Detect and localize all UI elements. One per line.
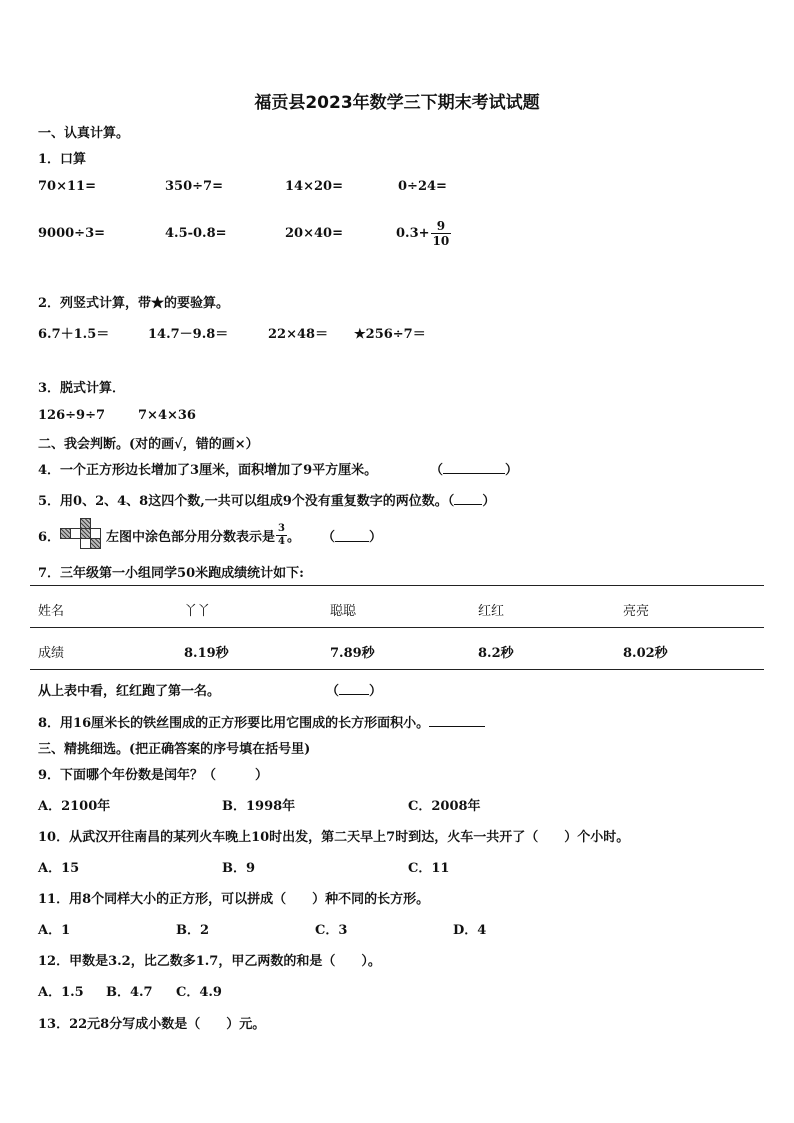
q4-text: 4．一个正方形边长增加了3厘米，面积增加了9平方厘米。	[38, 463, 378, 478]
q7-answer: （ ）	[326, 684, 383, 699]
q13-text: 13．22元8分写成小数是（ ）元。	[38, 1017, 266, 1032]
q3-item: 126÷9÷7	[38, 408, 106, 423]
section-1-heading: 一、认真计算。	[38, 126, 130, 141]
answer-blank[interactable]	[443, 461, 505, 474]
q2-item: ★256÷7＝	[354, 327, 426, 342]
q3-item: 7×4×36	[138, 408, 196, 423]
fraction-denominator: 10	[432, 233, 450, 248]
q1-item: 14×20=	[285, 179, 343, 194]
table-header-cell: 丫丫	[184, 604, 211, 619]
fraction-denominator: 4	[278, 535, 285, 547]
q1-item: 9000÷3=	[38, 226, 106, 241]
q12-text: 12．甲数是3.2，比乙数多1.7，甲乙两数的和是（ ）。	[38, 954, 381, 969]
option: C．4.9	[176, 985, 222, 1000]
option: B．9	[222, 861, 256, 876]
q1-fraction-item	[396, 213, 451, 253]
q1-item: 4.5-0.8=	[165, 226, 227, 241]
q1-item: 70×11=	[38, 179, 96, 194]
q2-item: 14.7－9.8＝	[148, 327, 229, 342]
q1-item-prefix: 0.3+	[396, 225, 430, 241]
section-3-heading: 三、精挑细选。(把正确答案的序号填在括号里)	[38, 742, 311, 757]
q11-text: 11．用8个同样大小的正方形，可以拼成（ ）种不同的长方形。	[38, 892, 430, 907]
q2-item: 6.7＋1.5＝	[38, 327, 110, 342]
q4-answer: （ ）	[430, 463, 519, 478]
section-2-heading: 二、我会判断。(对的画√，错的画×）	[38, 437, 259, 452]
q8-text: 8．用16厘米长的铁丝围成的正方形要比用它围成的长方形面积小。	[38, 712, 485, 731]
shaded-squares-figure	[58, 516, 108, 552]
q2-label: 2．列竖式计算，带★的要验算。	[38, 296, 230, 311]
option: D．4	[453, 923, 487, 938]
q1-item: 20×40=	[285, 226, 343, 241]
q6-prefix: 6．	[38, 530, 61, 545]
q5-text: 5．用0、2、4、8这四个数,一共可以组成9个没有重复数字的两位数。（ ）	[38, 494, 496, 509]
q6-fraction	[276, 524, 287, 547]
answer-blank[interactable]	[429, 714, 485, 727]
q9-text: 9．下面哪个年份数是闰年？（ ）	[38, 768, 269, 783]
table-cell: 成绩	[38, 646, 65, 661]
fraction-numerator: 3	[278, 522, 285, 534]
table-header-cell: 聪聪	[330, 604, 357, 619]
q1-item: 0÷24=	[398, 179, 447, 194]
option: A．1	[38, 923, 71, 938]
table-header-cell: 姓名	[38, 604, 65, 619]
q1-item: 350÷7=	[165, 179, 223, 194]
q2-item: 22×48＝	[268, 327, 329, 342]
q1-fraction	[431, 220, 452, 247]
table-mid-rule	[30, 627, 764, 628]
option: A．1.5	[38, 985, 84, 1000]
table-cell: 8.2秒	[478, 646, 514, 661]
table-bottom-rule	[30, 669, 764, 670]
q7-statement: 从上表中看，红红跑了第一名。	[38, 684, 221, 699]
table-header-cell: 亮亮	[623, 604, 650, 619]
option: B．2	[176, 923, 210, 938]
table-header-cell: 红红	[478, 604, 505, 619]
table-top-rule	[30, 585, 764, 586]
option: A．2100年	[38, 799, 111, 814]
option: B．1998年	[222, 799, 296, 814]
option: B．4.7	[106, 985, 153, 1000]
q1-label: 1．口算	[38, 152, 87, 167]
answer-blank[interactable]	[339, 682, 369, 695]
q3-label: 3．脱式计算．	[38, 381, 126, 396]
option: C．2008年	[408, 799, 481, 814]
answer-blank[interactable]	[454, 492, 482, 505]
option: C．11	[408, 861, 450, 876]
table-cell: 8.02秒	[623, 646, 668, 661]
q10-text: 10．从武汉开往南昌的某列火车晚上10时出发，第二天早上7时到达，火车一共开了（ ）个小时。	[38, 830, 630, 845]
answer-blank[interactable]	[335, 529, 369, 542]
option: C．3	[315, 923, 348, 938]
page-title: 福贡县2023年数学三下期末考试试题	[254, 93, 540, 113]
option: A．15	[38, 861, 80, 876]
table-cell: 8.19秒	[184, 646, 229, 661]
q6-text: 左图中涂色部分用分数表示是 $\frac{3}{4}$ 。 （ ）	[106, 522, 383, 547]
q7-label: 7．三年级第一小组同学50米跑成绩统计如下:	[38, 566, 304, 581]
table-cell: 7.89秒	[330, 646, 375, 661]
fraction-numerator: 9	[436, 218, 446, 233]
